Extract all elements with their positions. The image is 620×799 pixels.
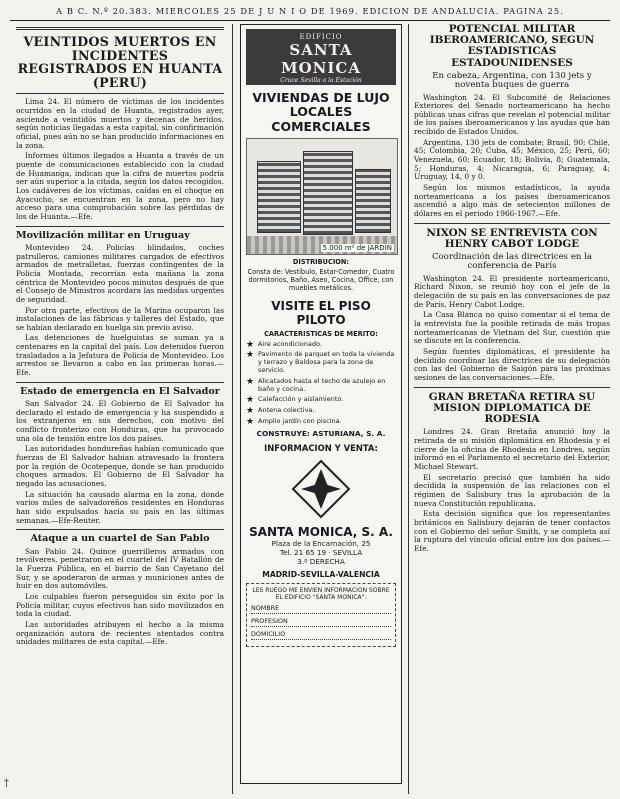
ad-banner: [246, 29, 396, 85]
paragraph: Las detenciones de huelguistas se suman ya a centenares en la capital del país. Los detenidos fueron trasladados a la Jefatura de Policía de Montevideo. Los arrestos se llevaron a cabo en las primeras horas.—Efe.: [16, 333, 224, 378]
star-icon: ★: [246, 395, 255, 406]
right-column: [414, 24, 610, 794]
headline-san-pablo: Ataque a un cuartel de San Pablo: [30, 533, 210, 545]
company-address-2: Tel. 21 65 19 · SEVILLA: [279, 547, 363, 557]
paragraph: San Pablo 24. Quince guerrilleros armados con revólveres, penetraron en el cuartel del IV Batallón de la Fuerza Pública, en el barrio de San Cayetano del Sur, y se apoderaron de armas y municiones antes de huir en dos automóviles.: [16, 546, 224, 591]
info-sales: INFORMACION Y VENTA:: [264, 442, 378, 453]
feature-item: ★ Aire acondicionado.: [246, 339, 322, 350]
paragraph: El secretario precisó que también ha sido decidida la suspensión de las relaciones con el régimen de Salisbury tras la aprobación de la nueva Constitución republicana.: [414, 472, 610, 508]
paragraph: Londres 24. Gran Bretaña anunció hoy la retirada de su misión diplomática en Rhodesia y el cierre de la oficina de Rhodesia en Londres, según informó en el Parlamento el secretario del Exterior, Michael Stewart.: [414, 427, 610, 471]
headline-uruguay: Movilización militar en Uruguay: [16, 229, 190, 241]
headline-huanta: VEINTIDOS MUERTOS EN INCIDENTES REGISTRADOS EN HUANTA (PERU): [17, 34, 223, 90]
feature-item: ★ Amplio jardín con piscina.: [246, 417, 342, 428]
paragraph: La situación ha causado alarma en la zona, donde varios miles de salvadoreños residentes en Honduras han sido expulsados hacia su país en las últimas semanas.—Efe-Reuter.: [16, 489, 224, 525]
coupon-field-address[interactable]: DOMICILIO: [251, 630, 391, 640]
divider: [16, 27, 224, 30]
paragraph: Las autoridades atribuyen el hecho a la misma organización autora de recientes atentados contra unidades militares de esta capital.—Efe.: [16, 619, 224, 647]
divider: [16, 382, 224, 383]
star-icon: ★: [246, 339, 255, 350]
paragraph: Según los mismos estadísticos, la ayuda norteamericana a los países iberoamericanos ascendió a algo más de setecientos millones de dólares en el periodo 1966-1967.—Efe.: [414, 183, 610, 219]
column-rule: [408, 24, 409, 794]
advertisement: [240, 24, 402, 794]
constructor: CONSTRUYE: ASTURIANA, S. A.: [256, 428, 386, 438]
paragraph: Las autoridades hondureñas habían comunicado que fuerzas de El Salvador habían atravesado la frontera por la región de Ocotepeque, donde se han producido choques armados. El Gobierno de El Salvador ha negado las acusaciones.: [16, 444, 224, 489]
headline-rhodesia: GRAN BRETAÑA RETIRA SU MISION DIPLOMATICA DE RODESIA: [428, 390, 596, 426]
ad-title: [246, 91, 396, 134]
ad-banner-name: SANTA MONICA: [281, 41, 361, 77]
company-address-1: Plaza de la Encarnación, 25: [271, 538, 371, 548]
masthead: A B C. N.º 20.383. MIERCOLES 25 DE J U N I O DE 1969. EDICION DE ANDALUCIA. PAGINA 25.: [10, 4, 610, 21]
paragraph: La Casa Blanca no quiso comentar si el tema de la entrevista fue la posible retirada de más tropas norteamericanas de Vietnam del Sur, cuestión que se discute en la conferencia.: [414, 310, 610, 346]
coupon-text: LES RUEGO ME ENVIEN INFORMACION SOBRE EL EDIFICIO "SANTA MONICA".: [252, 586, 390, 601]
coupon: [246, 583, 396, 647]
column-rule: [232, 24, 233, 794]
building-block: [355, 169, 391, 233]
ad-banner-sup: EDIFICIO: [299, 33, 343, 41]
building-block: [303, 151, 353, 235]
star-icon: ★: [246, 350, 255, 361]
company-name: SANTA MONICA, S. A.: [249, 524, 393, 539]
star-icon: ★: [246, 406, 255, 417]
coupon-field-profession[interactable]: PROFESION: [251, 617, 391, 627]
features-list: [246, 341, 396, 426]
paragraph: Por otra parte, efectivos de la Marina ocuparon las instalaciones de las fábricas y talleres del Estado, que se habían declarado en huelga sin previo aviso.: [16, 305, 224, 332]
feature-item: ★ Antena colectiva.: [246, 406, 315, 417]
distribution-text: Consta de: Vestíbulo, Estar-Comedor, Cuatro dormitorios, Baño, Aseo, Cocina, Office, con muebles metálicos.: [247, 268, 395, 292]
star-icon: ★: [246, 376, 255, 387]
distribution-label: DISTRIBUCION:: [292, 258, 350, 267]
headline-salvador: Estado de emergencia en El Salvador: [20, 385, 220, 397]
star-icon: ★: [246, 417, 255, 428]
company-logo-icon: [291, 459, 351, 519]
paragraph: San Salvador 24. El Gobierno de El Salvador ha declarado el estado de emergencia y ha suspendido a los extranjeros en sus derechos, con motivo del conflicto fronterizo con Honduras, que ha provocado una ola de tensión entre los dos países.: [16, 399, 224, 443]
visit-headline: VISITE EL PISO PILOTO: [271, 298, 371, 327]
paragraph: Argentina, 130 jets de combate; Brasil, 90; Chile, 45; Colombia, 20; Cuba, 45; México, 25; Perú, 60; Venezuela, 60; Ecuador, 18; Bolivia, 8; Guatemala, 5; Honduras, 4; Nicaragua, 6; Paraguay, 4; Uruguay, 14, 0 y 0.: [414, 137, 610, 182]
company-address-3: 3.º DERECHA: [297, 556, 345, 566]
ad-box: [240, 24, 402, 784]
margin-mark: †: [4, 778, 9, 789]
company-cities: MADRID-SEVILLA-VALENCIA: [262, 569, 380, 579]
paragraph: Informes últimos llegados a Huanta a través de un puente de comunicaciones establecido con la ciudad de Huamanga, indican que la cifra de muertos podría ser aún superior a la citada, según los datos recogidos. Los cadáveres de los víctimas, caídas en el choque en Ayacucho, se encuentran en la zona, pero no hay acceso para una comprobación sobre las pérdidas de los de Huanta.—Efe.: [16, 151, 224, 221]
headline-military-potential: POTENCIAL MILITAR IBEROAMERICANO, SEGUN ESTADISTICAS ESTADOUNIDENSES: [429, 24, 595, 69]
divider: [414, 223, 610, 224]
divider: [414, 387, 610, 388]
headline-nixon: NIXON SE ENTREVISTA CON HENRY CABOT LODGE: [426, 226, 598, 250]
feature-item: ★ Calefacción y aislamiento.: [246, 395, 344, 406]
paragraph: Esta decisión significa que los representantes británicos en Salisbury dejarán de tener contactos con el Gobierno del señor Smith, y se completa así la ruptura del vínculo oficial entre los dos países.—Efe.: [414, 509, 610, 553]
divider: [16, 226, 224, 227]
paragraph: Lima 24. El número de víctimas de los incidentes ocurridos en la ciudad de Huanta, registrados ayer, asciende a veintidós muertos y decenas de heridos, según noticias llegadas a esta capital, sin confirmación oficial, pues aún no se han producido informaciones en la zona.: [16, 97, 224, 150]
coupon-field-name[interactable]: NOMBRE: [251, 604, 391, 614]
paragraph: Montevideo 24. Policías blindados, coches patrulleros, camiones militares cargados de efectivos armados de metralletas, fuerzas contingentes de la Policía Montada, recorrían esta mañana la zona céntrica de Montevideo pocos minutos después de que el Consejo de Ministros acordara las medidas urgentes de seguridad.: [16, 242, 224, 304]
features-label: CARACTERISTICAS DE MERITO:: [264, 329, 378, 338]
paragraph: Washington 24. El Subcomité de Relaciones Exteriores del Senado norteamericano ha hecho públicas unas cifras que revelan el potencial militar de los países iberoamericanos y las ayudas que han recibido de Estados Unidos.: [414, 92, 610, 137]
ad-banner-sub: Cruce Sevilla a la Estación: [280, 77, 362, 84]
paragraph: Washington 24. El presidente norteamericano, Richard Nixon, se reunió hoy con el jefe de la delegación de su país en las conversaciones de paz de París, Henry Cabot Lodge.: [414, 273, 610, 309]
paragraph: Los culpables fueron perseguidos sin éxito por la Policía militar, cuyos efectivos han sido movilizados en toda la ciudad.: [16, 591, 224, 619]
building-illustration: [246, 138, 398, 255]
building-block: [257, 161, 301, 233]
ad-title-line2: LOCALES COMERCIALES: [271, 104, 371, 134]
divider: [16, 529, 224, 530]
feature-item: ★ Pavimento de parquet en toda la vivienda y terrazo y Baldosa para la zona de servicio.: [246, 350, 395, 375]
feature-item: ★ Alicatados hasta el techo de azulejo en baño y cocina.: [246, 376, 386, 393]
left-column: [16, 24, 224, 794]
photo-caption: 5.000 m² de JARDIN: [322, 244, 392, 253]
divider: [16, 93, 224, 94]
paragraph: Según fuentes diplomáticas, el presidente ha decidido coordinar las directrices de su delegación con las del Gobierno de Saigón para las próximas sesiones de las conversaciones.—Efe.: [414, 346, 610, 382]
subheadline-paris: Coordinación de las directrices en la conferencia de París: [431, 252, 593, 272]
subheadline-argentina: En cabeza, Argentina, con 130 jets y noventa buques de guerra: [432, 70, 592, 91]
ad-title-line1: VIVIENDAS DE LUJO: [252, 90, 390, 105]
